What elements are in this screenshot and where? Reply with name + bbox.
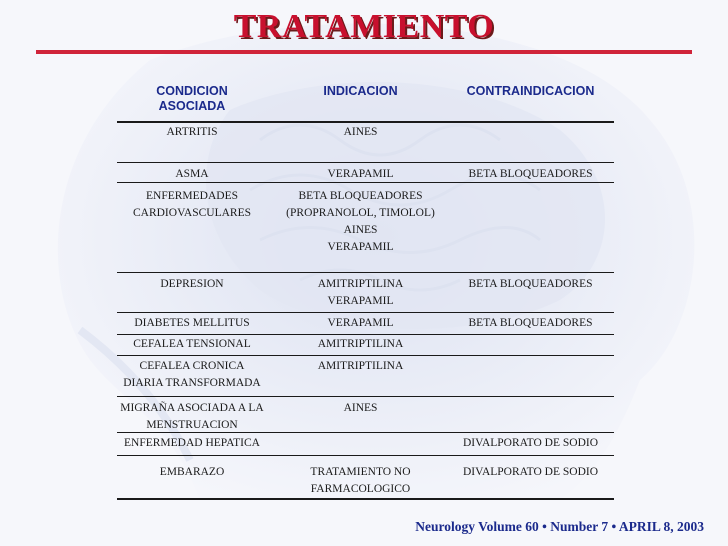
row-divider <box>117 162 614 163</box>
row-depresion-contraindicacion: BETA BLOQUEADORES <box>468 278 593 290</box>
row-cefalea-cronica-indicacion: AMITRIPTILINA <box>317 360 404 372</box>
row-asma-condicion: ASMA <box>175 168 209 180</box>
row-asma-contraindicacion: BETA BLOQUEADORES <box>468 168 593 180</box>
row-diabetes-indicacion: VERAPAMIL <box>327 317 394 329</box>
row-artritis-indicacion: AINES <box>343 126 378 138</box>
title-underline <box>36 50 692 54</box>
row-divider <box>117 396 614 397</box>
row-migrana-indicacion: AINES <box>343 402 378 414</box>
header-condicion <box>117 84 267 122</box>
row-hepatica-condicion: ENFERMEDAD HEPATICA <box>124 437 260 449</box>
header-condicion-line1: CONDICION <box>156 84 228 98</box>
row-cefalea-cronica-condicion: CEFALEA CRONICA DIARIA TRANSFORMADA <box>123 360 261 389</box>
table-bottom-rule <box>117 498 614 500</box>
row-cefalea-tensional-condicion: CEFALEA TENSIONAL <box>133 338 251 350</box>
row-depresion-indicacion: AMITRIPTILINA VERAPAMIL <box>317 278 404 307</box>
header-contraindicacion: CONTRAINDICACION <box>466 84 595 98</box>
row-migrana-condicion: MIGRAÑA ASOCIADA A LA MENSTRUACION <box>120 402 264 431</box>
row-divider <box>117 312 614 313</box>
row-cardio-condicion: ENFERMEDADES CARDIOVASCULARES <box>132 190 251 219</box>
row-divider <box>117 334 614 335</box>
row-hepatica-contraindicacion: DIVALPORATO DE SODIO <box>462 437 599 449</box>
row-depresion-condicion: DEPRESION <box>160 278 224 290</box>
row-cefalea-tensional-indicacion: AMITRIPTILINA <box>317 338 404 350</box>
row-asma-indicacion: VERAPAMIL <box>327 168 394 180</box>
citation-footer: Neurology Volume 60 • Number 7 • APRIL 8, 2003 <box>415 519 704 534</box>
row-diabetes-condicion: DIABETES MELLITUS <box>134 317 250 329</box>
row-artritis-condicion: ARTRITIS <box>166 126 218 138</box>
header-indicacion: INDICACION <box>323 84 398 98</box>
row-embarazo-indicacion: TRATAMIENTO NO FARMACOLOGICO <box>310 466 411 495</box>
row-divider <box>117 455 614 456</box>
row-divider <box>117 182 614 183</box>
row-diabetes-contraindicacion: BETA BLOQUEADORES <box>468 317 593 329</box>
header-rule <box>117 121 614 123</box>
row-cardio-indicacion: BETA BLOQUEADORES (PROPRANOLOL, TIMOLOL) AINES VERAPAMIL <box>286 190 435 253</box>
row-embarazo-condicion: EMBARAZO <box>159 466 225 478</box>
row-embarazo-contraindicacion: DIVALPORATO DE SODIO <box>462 466 599 478</box>
page-title: TRATAMIENTO <box>233 8 495 45</box>
row-divider <box>117 355 614 356</box>
row-divider <box>117 272 614 273</box>
header-condicion-line2: ASOCIADA <box>158 99 226 113</box>
row-divider <box>117 432 614 433</box>
